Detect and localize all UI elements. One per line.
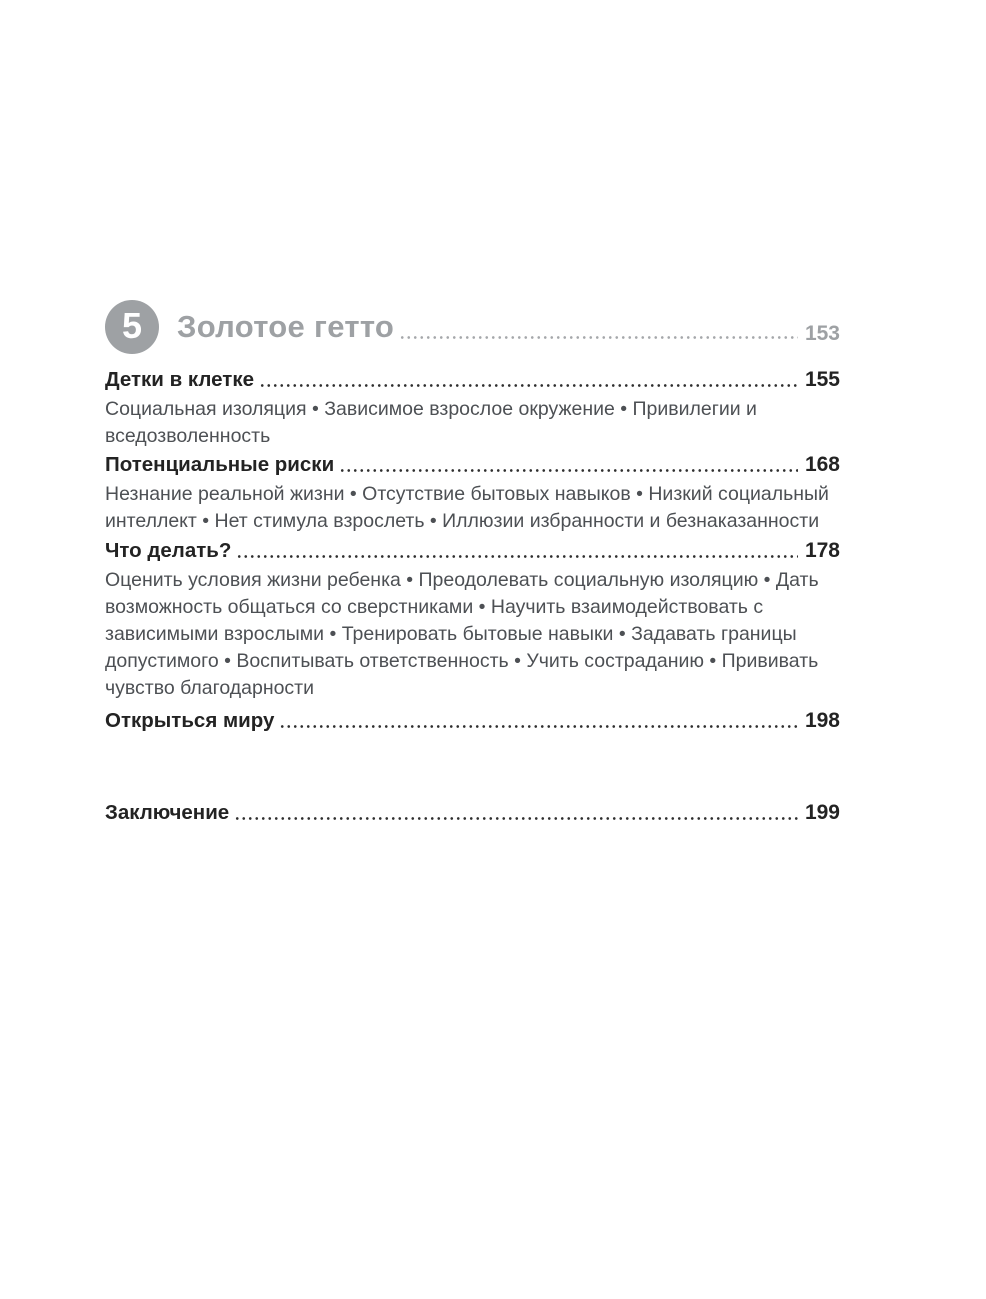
toc-entry-page-number: 178 (804, 539, 840, 562)
chapter-number-badge (105, 300, 159, 354)
toc-entry-title: Что делать? (105, 539, 232, 562)
toc-entry-description: Незнание реальной жизни • Отсутствие бытовых навыков • Низкий социальный интеллект • Нет стимула взрослеть • Иллюзии избранности и безнаказанности (105, 483, 829, 532)
toc-content (105, 300, 840, 825)
toc-entry-page-number: 198 (804, 709, 840, 732)
toc-entry-row (105, 708, 840, 733)
toc-section-otkrytsya-miru (105, 708, 840, 733)
chapter-heading-row (105, 300, 840, 354)
chapter-dot-leader (399, 335, 798, 340)
toc-entry-title: Открыться миру (105, 709, 275, 732)
toc-entry-page-number: 155 (804, 368, 840, 391)
chapter-number: 5 (121, 305, 143, 346)
toc-entry-description: Оценить условия жизни ребенка • Преодолевать социальную изоляцию • Дать возможность общаться со сверстниками • Научить взаимодействовать с зависимыми взрослыми • Тренировать бытовые навыки • Задавать границы допустимого • Воспитывать ответственность • Учить состраданию • Прививать чувство благодарности (105, 569, 819, 699)
toc-entry-title: Потенциальные риски (105, 453, 335, 476)
toc-entry-title: Детки в клетке (105, 368, 254, 391)
toc-entry-row (105, 538, 840, 563)
toc-entry-page-number: 168 (804, 453, 840, 476)
toc-section-potencialnye-riski (105, 452, 840, 535)
dot-leader (236, 554, 798, 559)
chapter-page-number: 153 (804, 322, 840, 345)
toc-entry-page-number: 199 (804, 801, 840, 824)
toc-entry-conclusion (105, 800, 840, 825)
dot-leader (234, 816, 798, 821)
toc-entry-row (105, 452, 840, 477)
toc-entry-row (105, 367, 840, 392)
toc-entry-description: Социальная изоляция • Зависимое взрослое окружение • Привилегии и вседозволенность (105, 398, 757, 447)
dot-leader (259, 383, 798, 388)
toc-entry-title: Заключение (105, 801, 230, 824)
dot-leader (339, 468, 798, 473)
chapter-title: Золотое гетто (177, 309, 395, 344)
toc-section-chto-delat (105, 538, 840, 702)
toc-section-detki-v-kletke (105, 367, 840, 450)
dot-leader (279, 724, 798, 729)
